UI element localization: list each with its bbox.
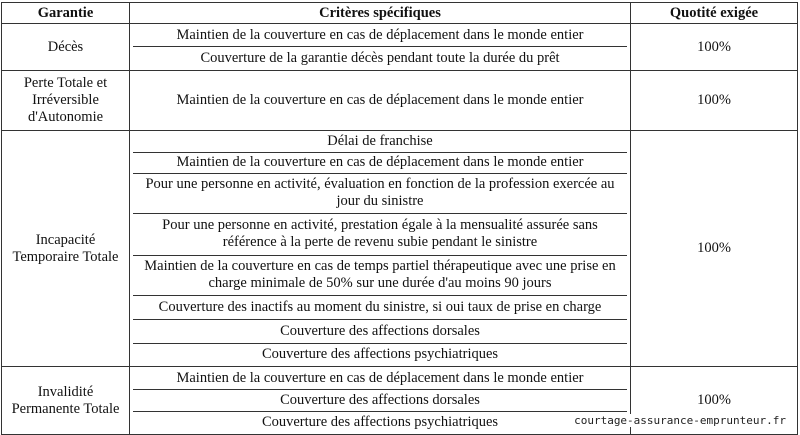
critere-line: Couverture des affections psychiatriques xyxy=(261,414,499,430)
critere-line: Maintien de la couverture en cas de déplacement dans le monde entier xyxy=(133,368,627,390)
garantie-cell: Décès xyxy=(2,24,130,71)
quotite-cell: 100% xyxy=(631,367,798,435)
header-garantie: Garantie xyxy=(2,3,130,24)
criteres-cell xyxy=(130,367,631,435)
criteres-cell xyxy=(130,24,631,71)
critere-line: Maintien de la couverture en cas de déplacement dans le monde entier xyxy=(133,24,627,47)
header-criteres: Critères spécifiques xyxy=(130,3,631,24)
watermark-text: courtage-assurance-emprunteur.fr xyxy=(574,414,786,427)
critere-line: Pour une personne en activité, prestation égale à la mensualité assurée sans référence à la perte de revenu subie pendant le sinistre xyxy=(133,214,627,256)
critere-line: Couverture des affections psychiatriques xyxy=(261,346,499,362)
quotite-cell: 100% xyxy=(631,131,798,367)
garantie-cell: Incapacité Temporaire Totale xyxy=(2,131,130,367)
critere-line: Pour une personne en activité, évaluation en fonction de la profession exercée au jour du sinistre xyxy=(133,174,627,214)
garantie-cell: Invalidité Permanente Totale xyxy=(2,367,130,435)
header-row xyxy=(2,3,798,24)
critere-line: Maintien de la couverture en cas de temps partiel thérapeutique avec une prise en charge minimale de 50% sur une durée d'au moins 90 jours xyxy=(133,256,627,296)
header-quotite: Quotité exigée xyxy=(631,3,798,24)
criteres-cell xyxy=(130,131,631,367)
critere-line: Couverture des affections dorsales xyxy=(133,390,627,412)
critere-line: Maintien de la couverture en cas de déplacement dans le monde entier xyxy=(133,153,627,174)
critere-line: Couverture de la garantie décès pendant toute la durée du prêt xyxy=(200,50,560,66)
criteres-cell xyxy=(130,71,631,131)
table-row xyxy=(2,24,798,71)
table-row xyxy=(2,131,798,367)
critere-line: Délai de franchise xyxy=(133,132,627,153)
guarantee-table xyxy=(1,2,798,435)
table-row xyxy=(2,71,798,131)
critere-line: Couverture des affections dorsales xyxy=(133,320,627,344)
garantie-cell: Perte Totale et Irréversible d'Autonomie xyxy=(2,71,130,131)
quotite-cell: 100% xyxy=(631,71,798,131)
quotite-cell: 100% xyxy=(631,24,798,71)
critere-line: Maintien de la couverture en cas de déplacement dans le monde entier xyxy=(176,92,584,108)
critere-line: Couverture des inactifs au moment du sinistre, si oui taux de prise en charge xyxy=(133,296,627,320)
